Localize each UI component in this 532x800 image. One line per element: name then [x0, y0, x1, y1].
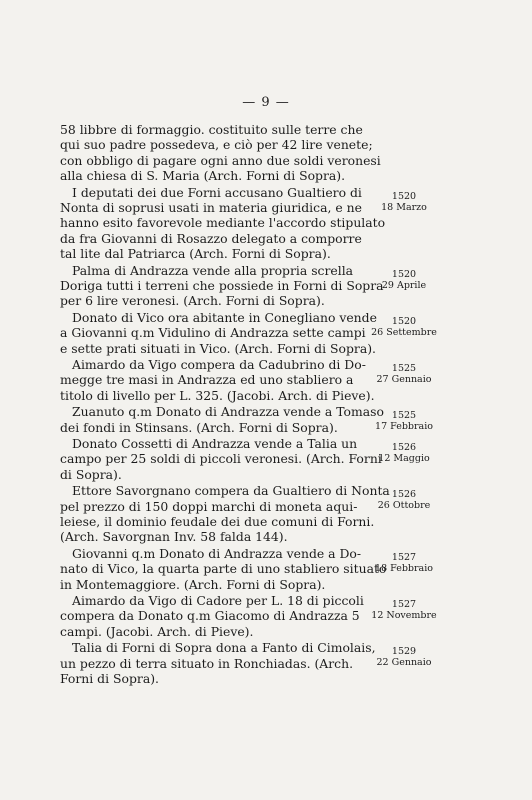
entry-line: campo per 25 soldi di piccoli veronesi. (Arch. Forni: [60, 451, 382, 467]
entry-line: 58 libbre di formaggio. costituito sulle terre che: [60, 122, 363, 137]
entry-line: hanno esito favorevole mediante l'accordo stipulato: [60, 215, 386, 231]
entry-day: 17 Febbraio: [375, 421, 433, 433]
entry-line: un pezzo di terra situato in Ronchiadas. (Arch.: [60, 655, 354, 671]
entry-line: nato di Vico, la quarta parte di uno stabliero situato: [60, 561, 387, 577]
entry-line: leiese, il dominio feudale dei due comuni di Forni.: [60, 514, 375, 529]
page-number: — 9 —: [242, 95, 290, 110]
entry-date: [368, 646, 440, 668]
entry-year: 1526: [391, 489, 417, 501]
entry-day: 26 Settembre: [371, 326, 437, 338]
entry-line: Doriga tutti i terreni che possiede in Forni di Sopra: [60, 278, 384, 293]
entry-year: 1520: [391, 268, 417, 280]
entry-day: 22 Gennaio: [376, 657, 432, 669]
entry-date: [368, 552, 440, 574]
entry-day: 27 Gennaio: [376, 374, 432, 385]
entry-date: [368, 269, 440, 291]
entry-year: 1527: [391, 599, 417, 610]
entry-line: Palma di Andrazza vende alla propria scrella: [72, 262, 354, 278]
entry-line: Aimardo da Vigo compera da Cadubrino di Do-: [72, 357, 366, 372]
entry-line: Giovanni q.m Donato di Andrazza vende a Do-: [72, 545, 362, 561]
entry-text: [60, 309, 377, 356]
entry-year: 1520: [391, 190, 417, 202]
entry-line: campi. (Jacobi. Arch. di Pieve).: [60, 623, 254, 639]
entry-line: da fra Giovanni di Rosazzo delegato a comporre: [60, 230, 362, 246]
entry-text: [60, 483, 390, 545]
entry-text: [60, 593, 362, 639]
entry-line: di Sopra).: [60, 466, 122, 482]
entry-line: Ettore Savorgnano compera da Gualtiero di Nonta: [72, 483, 390, 499]
entry-text: [60, 262, 384, 309]
entry-day: 18 Marzo: [381, 201, 427, 213]
entry-line: per 6 lire veronesi. (Arch. Forni di Sopra).: [60, 293, 325, 309]
entry-text: [60, 640, 376, 686]
entry-line: alla chiesa di S. Maria (Arch. Forni di Sopra).: [60, 168, 346, 184]
entry-line: tal lite dal Patriarca (Arch. Forni di Sopra).: [60, 246, 331, 262]
entry-day: 12 Maggio: [378, 453, 430, 464]
entry-line: e sette prati situati in Vico. (Arch. Forni di Sopra).: [60, 340, 376, 356]
entry-line: a Giovanni q.m Vidulino di Andrazza sette campi: [60, 325, 366, 341]
entry-day: 12 Novembre: [371, 610, 437, 621]
entry-year: 1527: [391, 551, 417, 563]
entry-line: titolo di livello per L. 325. (Jacobi. Arch. di Pieve).: [60, 387, 375, 403]
entry-line: Nonta di soprusi usati in materia giuridica, e ne: [60, 200, 362, 215]
entry-line: Donato Cossetti di Andrazza vende a Talia un: [72, 436, 358, 451]
entry-line: megge tre masi in Andrazza ed uno stabliero a: [60, 372, 354, 388]
entry-line: Talia di Forni di Sopra dona a Fanto di Cimolais,: [72, 640, 376, 656]
entry-line: con obbligo di pagare ogni anno due soldi veronesi: [60, 152, 381, 168]
entry-date: [368, 363, 440, 385]
entry-date: [368, 191, 440, 213]
entry-line: Donato di Vico ora abitante in Conegliano vende: [72, 309, 377, 325]
entry-date: [368, 599, 440, 621]
entry-line: in Montemaggiore. (Arch. Forni di Sopra).: [60, 576, 326, 592]
entry-date: [368, 316, 440, 338]
entry-line: dei fondi in Stinsans. (Arch. Forni di Sopra).: [60, 419, 338, 435]
entry-text: [60, 184, 386, 262]
entry-line: I deputati dei due Forni accusano Gualtiero di: [72, 184, 362, 200]
entry-text: [60, 545, 387, 592]
entry-line: (Arch. Savorgnan Inv. 58 falda 144).: [60, 529, 288, 545]
entry-date: [368, 442, 440, 464]
entry-date: [368, 489, 440, 511]
entry-year: 1520: [391, 315, 417, 327]
entry-year: 1525: [391, 410, 417, 422]
entry-text: [60, 404, 384, 435]
entry-line: Aimardo da Vigo di Cadore per L. 18 di piccoli: [72, 593, 364, 608]
entry-text: [60, 357, 375, 403]
entry-year: 1526: [391, 442, 417, 453]
entry-day: 18 Febbraio: [375, 562, 433, 574]
entry-line: Zuanuto q.m Donato di Andrazza vende a Tomaso: [72, 404, 384, 420]
entry-year: 1525: [391, 363, 417, 374]
entry-year: 1529: [391, 646, 417, 658]
entry-day: 29 Aprile: [381, 279, 427, 291]
entry-line: Forni di Sopra).: [60, 671, 159, 686]
entry-line: compera da Donato q.m Giacomo di Andrazza 5: [60, 608, 360, 624]
entry-text: [60, 122, 381, 184]
entry-date: [368, 410, 440, 432]
entry-line: pel prezzo di 150 doppi marchi di moneta aqui-: [60, 498, 358, 514]
entry-line: qui suo padre possedeva, e ciò per 42 lire venete;: [60, 137, 373, 153]
entry-day: 26 Ottobre: [377, 500, 431, 512]
entry-text: [60, 436, 382, 482]
